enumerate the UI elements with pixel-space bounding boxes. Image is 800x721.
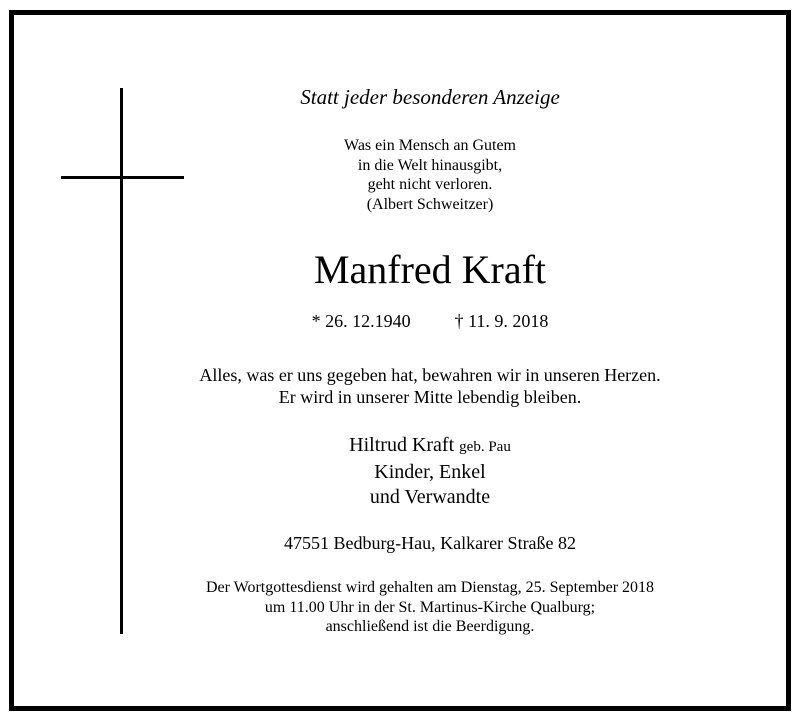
service-line: anschließend ist die Beerdigung. [325,618,535,635]
service-line: um 11.00 Uhr in der St. Martinus-Kirche Qualburg; [264,598,596,616]
spouse-name: Hiltrud Kraft [349,434,455,456]
message-block [130,364,730,408]
quote-line: in die Welt hinausgibt, [357,156,503,174]
quote-line: Was ein Mensch an Gutem [344,137,516,154]
death-date: † 11. 9. 2018 [454,311,549,331]
notice-heading: Statt jeder besonderen Anzeige [300,85,560,109]
message-line: Alles, was er uns gegeben hat, bewahren wir in unseren Herzen. [199,365,661,385]
birth-date: * 26. 12.1940 [311,311,411,331]
message-line: Er wird in unserer Mitte lebendig bleiben. [278,387,582,407]
quote-line: geht nicht verloren. [367,176,493,193]
deceased-name: Manfred Kraft [313,247,547,292]
service-line: Der Wortgottesdienst wird gehalten am Dienstag, 25. September 2018 [205,579,655,596]
mourner-spouse [130,433,730,460]
life-dates [130,310,730,332]
mourner-line: Kinder, Enkel [374,461,486,483]
mourner-line: und Verwandte [369,486,491,508]
cross-icon [120,88,123,634]
service-info [130,578,730,637]
spouse-maiden-name: geb. Pau [459,439,511,455]
mourner-address: 47551 Bedburg-Hau, Kalkarer Straße 82 [283,533,577,553]
mourners-block [130,433,730,510]
quote-attribution: (Albert Schweitzer) [366,195,494,213]
quote-block [130,136,730,214]
